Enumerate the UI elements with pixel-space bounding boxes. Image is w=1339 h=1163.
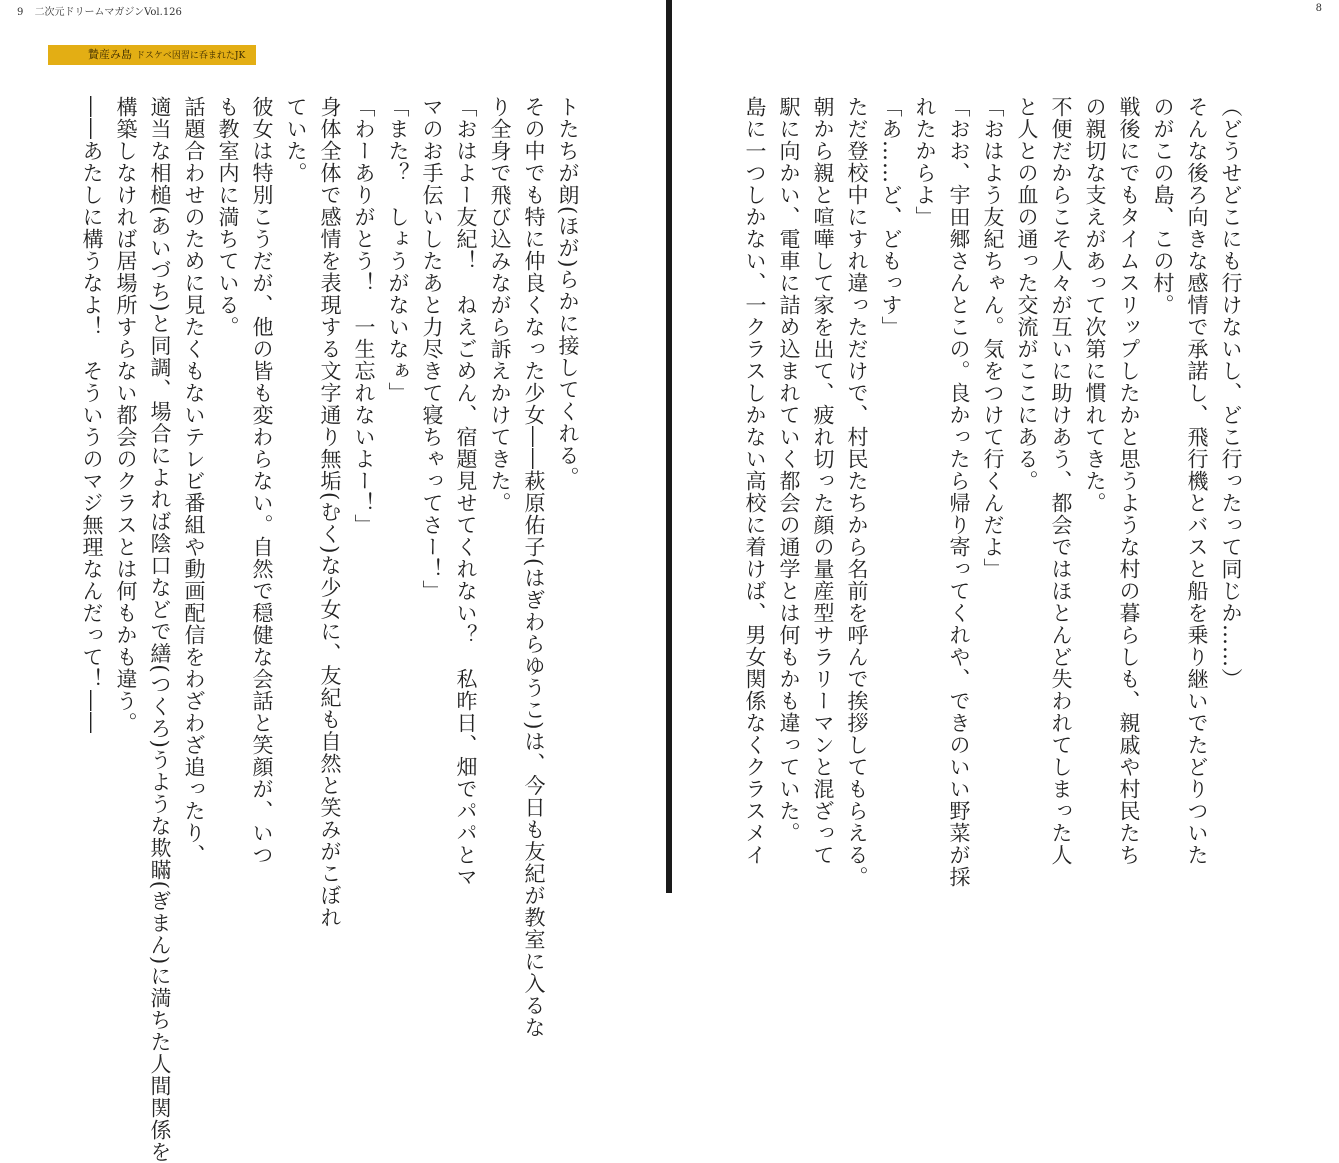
paragraph: 朝から親と喧嘩して家を出て、疲れ切った顔の量産型サラリーマンと混ざって xyxy=(811,96,835,866)
paragraph: そんな後ろ向きな感情で承諾し、飛行機とバスと船を乗り継いでたどりついた xyxy=(1185,96,1209,866)
right-page-body xyxy=(743,96,1248,888)
paragraph: 「おはよう友紀ちゃん。気をつけて行くんだよ」 xyxy=(981,96,1005,580)
paragraph: 「また？ しょうがないなぁ」 xyxy=(386,96,410,404)
paragraph: 話題合わせのために見たくもないテレビ番組や動画配信をわざわざ追ったり、 xyxy=(182,96,206,866)
paragraph: 適当な相槌(あいづち)と同調、場合によれば陰口などで繕(つくろ)うような欺瞞(ぎまん)に満ちた人間関係を xyxy=(148,96,172,1163)
paragraph: 彼女は特別こうだが、他の皆も変わらない。自然で穏健な会話と笑顔が、いつ xyxy=(250,96,274,866)
paragraph: 構築しなければ居場所すらない都会のクラスとは何もかも違う。 xyxy=(114,96,138,734)
paragraph: ――あたしに構うなよ！ そういうのマジ無理なんだって！―― xyxy=(80,96,104,734)
paragraph: ただ登校中にすれ違っただけで、村民たちから名前を呼んで挨拶してもらえる。 xyxy=(845,96,869,888)
paragraph: 不便だからこそ人々が互いに助けあう、都会ではほとんど失われてしまった人 xyxy=(1049,96,1073,866)
paragraph: マのお手伝いしたあと力尽きて寝ちゃってさー！」 xyxy=(420,96,444,602)
paragraph: 「おお、宇田郷さんとこの。良かったら帰り寄ってくれや、できのいい野菜が採 xyxy=(947,96,971,888)
paragraph: 戦後にでもタイムスリップしたかと思うような村の暮らしも、親戚や村民たち xyxy=(1117,96,1141,866)
paragraph: 駅に向かい、電車に詰め込まれていく都会の通学とは何もかも違っていた。 xyxy=(777,96,801,844)
paragraph: れたからよ」 xyxy=(913,96,937,228)
story-subtitle: ドスケベ因習に呑まれたJK xyxy=(136,51,246,61)
left-page-body xyxy=(80,96,585,1163)
paragraph: その中でも特に仲良くなった少女――萩原佑子(はぎわらゆうこ)は、今日も友紀が教室に入るな xyxy=(522,96,546,1039)
left-page-number: 9 xyxy=(17,7,24,18)
paragraph: 「わーありがとう！ 一生忘れないよー！」 xyxy=(352,96,376,536)
paragraph: の親切な支えがあって次第に慣れてきた。 xyxy=(1083,96,1107,514)
paragraph: 「あ……ど、どもっす」 xyxy=(879,96,903,338)
paragraph: ていた。 xyxy=(284,96,308,184)
magazine-title: 二次元ドリームマガジンVol.126 xyxy=(34,7,182,18)
paragraph: トたちが朗(ほが)らかに接してくれる。 xyxy=(556,96,580,489)
paragraph: 島に一つしかない、一クラスしかない高校に着けば、男女関係なくクラスメイ xyxy=(743,96,767,866)
paragraph: と人との血の通った交流がここにある。 xyxy=(1015,96,1039,492)
paragraph: り全身で飛び込みながら訴えかけてきた。 xyxy=(488,96,512,514)
story-author: 贄産み島 xyxy=(88,48,132,61)
paragraph: 身体全体で感情を表現する文字通り無垢(むく)な少女に、友紀も自然と笑みがこぼれ xyxy=(318,96,342,929)
right-page-number: 8 xyxy=(1315,3,1322,14)
running-head xyxy=(17,3,182,18)
paragraph: （どうせどこにも行けないし、どこ行ったって同じか……） xyxy=(1219,96,1243,690)
story-title-banner xyxy=(48,45,256,65)
paragraph: も教室内に満ちている。 xyxy=(216,96,240,338)
paragraph: のがこの島、この村。 xyxy=(1151,96,1175,316)
paragraph: 「おはよー友紀！ ねえごめん、宿題見せてくれない？ 私昨日、畑でパパとマ xyxy=(454,96,478,888)
